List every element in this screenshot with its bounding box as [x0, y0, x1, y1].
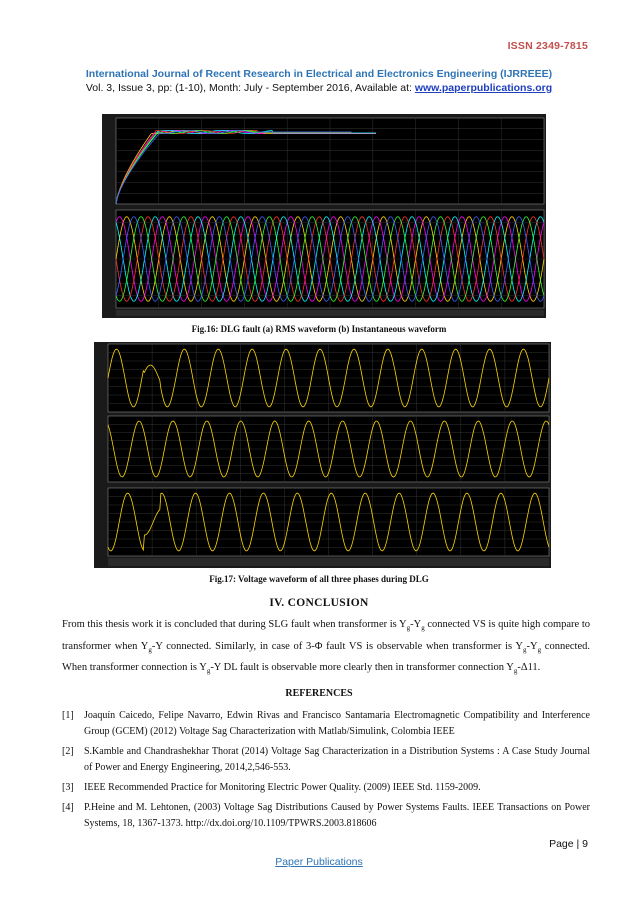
- figure-16-caption: Fig.16: DLG fault (a) RMS waveform (b) Instantaneous waveform: [191, 324, 447, 334]
- volume-text: Vol. 3, Issue 3, pp: (1-10), Month: July - September 2016, Available at:: [85, 82, 415, 94]
- status-bar: [108, 558, 549, 566]
- figure-17-plot: [94, 342, 551, 568]
- section-heading: IV. CONCLUSION: [269, 597, 369, 609]
- issn-label: ISSN 2349-7815: [507, 40, 588, 52]
- reference-item: [4] P.Heine and M. Lehtonen, (2003) Voltage Sag Distributions Caused by Power Systems Faults. IEEE Transactions on Power Systems, 18, 1367-1373. http://dx.doi.org/10.1109/TPWRS.2003.818606: [62, 802, 590, 829]
- reference-item: [2] S.Kamble and Chandrashekhar Thorat (2014) Voltage Sag Characterization in a Distribution Systems : A Case Study Journal of Power and Energy Engineering, 2014,2,546-553.: [62, 746, 590, 773]
- conclusion-paragraph: From this thesis work it is concluded that during SLG fault when transformer is $Y_g-Y_g$ connected VS is quite high compare to transformer when $Y_g-Y$ connected. Similarly, in case of 3-Φ fault VS is observable when transformer is $Y_g-Y_g$ connected. When transformer connection is $Y_g-Y$ DL fault is observable more clearly then in transformer connection $Y_g-\Delta 11$.: [62, 619, 590, 676]
- figure-16: [102, 114, 546, 318]
- journal-link[interactable]: www.paperpublications.org: [414, 82, 553, 94]
- page-number: Page | 9: [549, 838, 588, 850]
- figure-17: [94, 342, 551, 568]
- reference-item: [3] IEEE Recommended Practice for Monitoring Electric Power Quality. (2009) IEEE Std. 1159-2009.: [62, 782, 481, 793]
- reference-item: [1] Joaquín Caicedo, Felipe Navarro, Edwin Rivas and Francisco Santamaria Electromagnetic Compatibility and Interference Group (GCEM) (2012) Voltage Sag Characterization with Matlab/Simulink, Colombia IEEE: [62, 710, 590, 737]
- journal-title: International Journal of Recent Research in Electrical and Electronics Engineering (IJRREEE): [85, 68, 553, 80]
- references-heading: REFERENCES: [285, 688, 353, 699]
- status-bar: [116, 310, 544, 316]
- figure-17-caption: Fig.17: Voltage waveform of all three phases during DLG: [209, 574, 429, 584]
- publisher-link[interactable]: Paper Publications: [275, 856, 363, 868]
- figure-16-plot: [102, 114, 546, 318]
- volume-line: [0, 82, 638, 94]
